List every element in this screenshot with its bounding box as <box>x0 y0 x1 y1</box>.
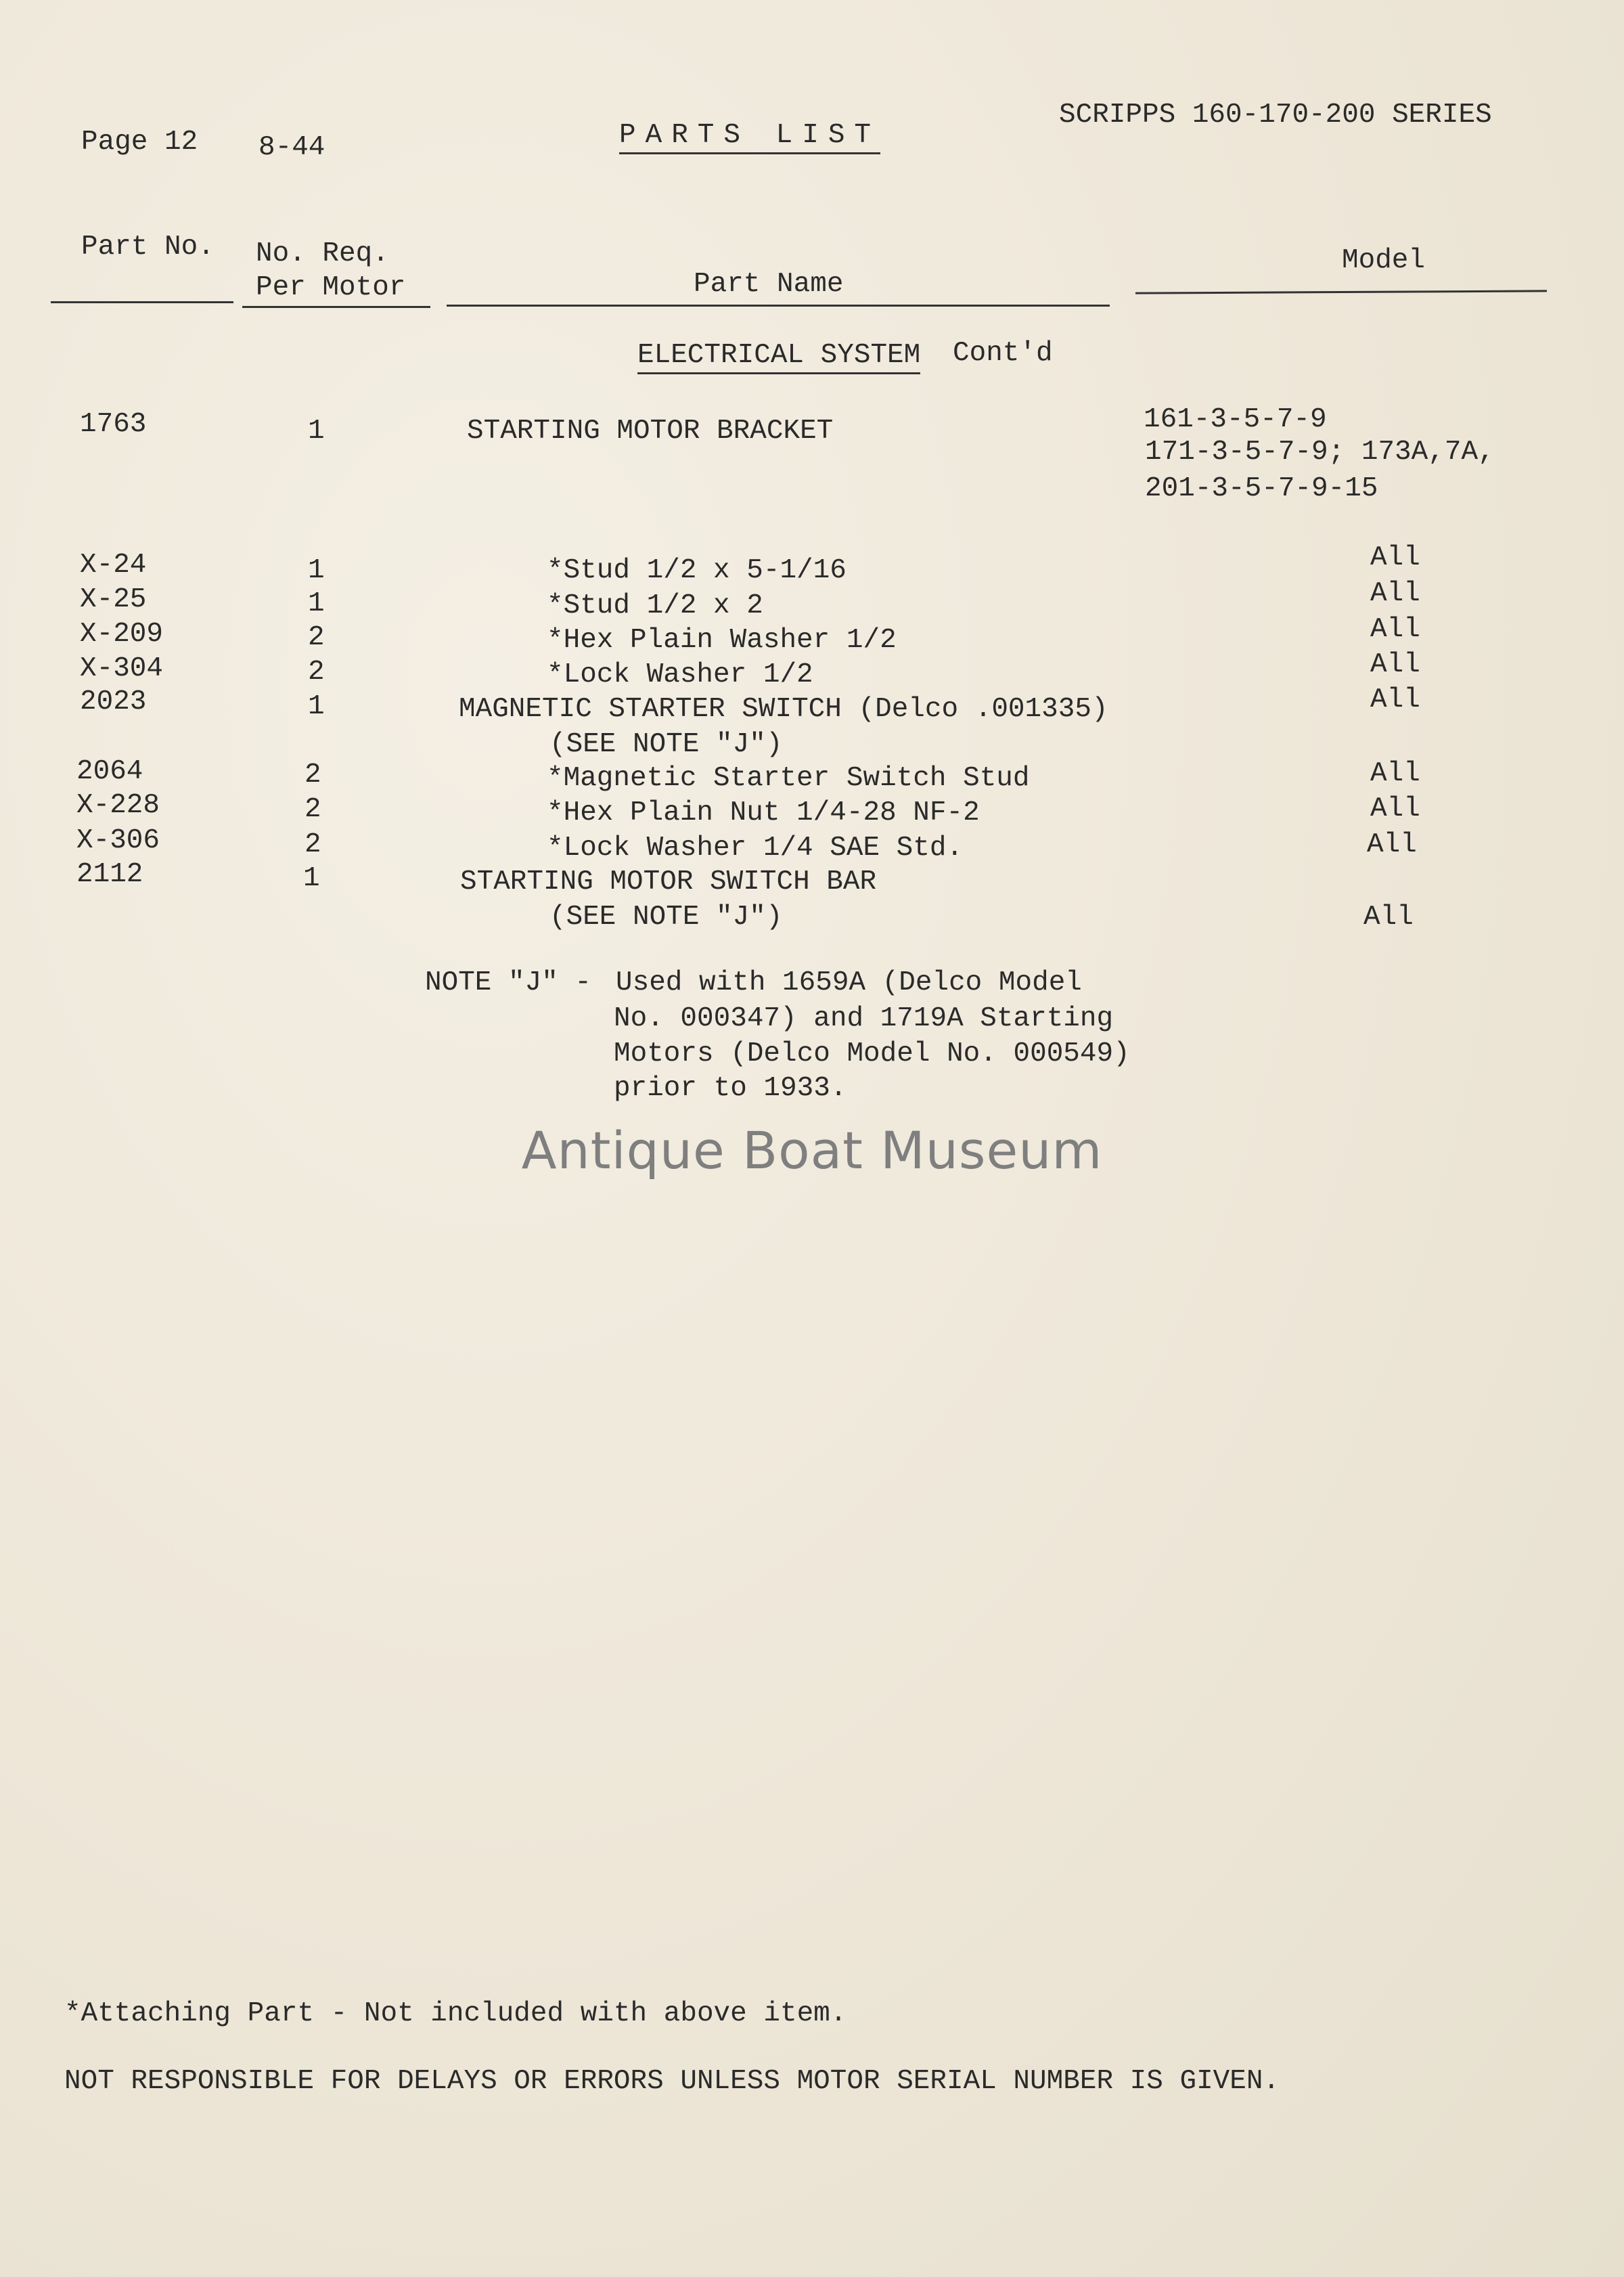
row-qty: 2 <box>304 759 321 791</box>
row-qty: 1 <box>308 416 325 447</box>
row-model: All <box>1370 542 1420 573</box>
row-model-line: 201-3-5-7-9-15 <box>1145 473 1378 504</box>
row-model: All <box>1367 829 1417 860</box>
note-line: prior to 1933. <box>614 1073 847 1104</box>
page-number: Page 12 <box>81 127 198 158</box>
row-qty: 2 <box>304 829 321 860</box>
section-title: ELECTRICAL SYSTEM <box>637 342 920 374</box>
row-part-name: *Lock Washer 1/4 SAE Std. <box>547 833 964 864</box>
page-title: PARTS LIST <box>619 122 880 154</box>
note-label: NOTE "J" - <box>425 967 592 998</box>
row-model-line: 161-3-5-7-9 <box>1144 404 1327 435</box>
row-qty: 1 <box>308 588 325 619</box>
column-part-name: Part Name <box>694 269 844 300</box>
series-title: SCRIPPS 160-170-200 SERIES <box>1059 100 1492 131</box>
rule-part-name <box>447 305 1110 307</box>
row-part-no: X-24 <box>80 550 147 581</box>
row-part-name-note: (SEE NOTE "J") <box>549 902 783 933</box>
row-qty: 2 <box>304 794 321 825</box>
column-part-no: Part No. <box>81 231 215 263</box>
row-qty: 1 <box>303 863 320 894</box>
note-line: Motors (Delco Model No. 000549) <box>614 1038 1130 1069</box>
section-title-suffix: Cont'd <box>953 338 1053 369</box>
row-qty: 2 <box>308 622 325 653</box>
row-part-no: 2023 <box>80 686 147 717</box>
row-part-no: X-228 <box>76 790 160 821</box>
row-model: All <box>1370 684 1420 715</box>
row-model: All <box>1370 649 1420 680</box>
row-model: All <box>1370 793 1420 824</box>
footer-attaching-note: *Attaching Part - Not included with above item. <box>64 1998 847 2029</box>
note-line: No. 000347) and 1719A Starting <box>614 1003 1114 1034</box>
row-qty: 1 <box>308 691 325 722</box>
rule-part-no <box>51 301 233 303</box>
row-part-name: STARTING MOTOR BRACKET <box>467 416 834 447</box>
row-part-name: *Stud 1/2 x 5-1/16 <box>547 555 847 586</box>
row-part-no: X-304 <box>80 653 164 684</box>
row-model: All <box>1370 578 1420 609</box>
row-part-name-note: (SEE NOTE "J") <box>549 729 783 760</box>
row-part-no: 2112 <box>76 859 143 890</box>
row-part-name: *Lock Washer 1/2 <box>547 659 813 690</box>
row-part-no: 1763 <box>80 409 147 440</box>
rule-model <box>1135 290 1547 294</box>
watermark-text: Antique Boat Museum <box>521 1120 1103 1180</box>
row-model-line: 171-3-5-7-9; 173A,7A, <box>1145 437 1495 468</box>
row-qty: 1 <box>308 555 325 586</box>
rule-no-req <box>242 306 430 308</box>
row-part-no: X-209 <box>80 619 164 650</box>
row-model: All <box>1370 614 1420 645</box>
row-model: All <box>1363 902 1414 933</box>
column-no-req-line1: No. Req. <box>256 238 389 269</box>
row-part-name: STARTING MOTOR SWITCH BAR <box>460 866 877 898</box>
row-qty: 2 <box>308 657 325 688</box>
page-date: 8-44 <box>258 132 325 163</box>
row-part-no: 2064 <box>76 756 143 787</box>
row-part-name: *Stud 1/2 x 2 <box>547 590 763 621</box>
row-part-name: *Hex Plain Nut 1/4-28 NF-2 <box>547 797 980 828</box>
column-no-req-line2: Per Motor <box>256 272 406 303</box>
row-model: All <box>1370 758 1420 789</box>
note-line: Used with 1659A (Delco Model <box>616 967 1082 998</box>
row-part-no: X-306 <box>76 825 160 856</box>
footer-disclaimer: NOT RESPONSIBLE FOR DELAYS OR ERRORS UNLESS MOTOR SERIAL NUMBER IS GIVEN. <box>64 2066 1280 2097</box>
row-part-no: X-25 <box>80 584 147 615</box>
row-part-name: *Hex Plain Washer 1/2 <box>547 625 897 656</box>
row-part-name: MAGNETIC STARTER SWITCH (Delco .001335) <box>459 694 1108 725</box>
column-model: Model <box>1342 245 1426 276</box>
row-part-name: *Magnetic Starter Switch Stud <box>547 763 1030 794</box>
